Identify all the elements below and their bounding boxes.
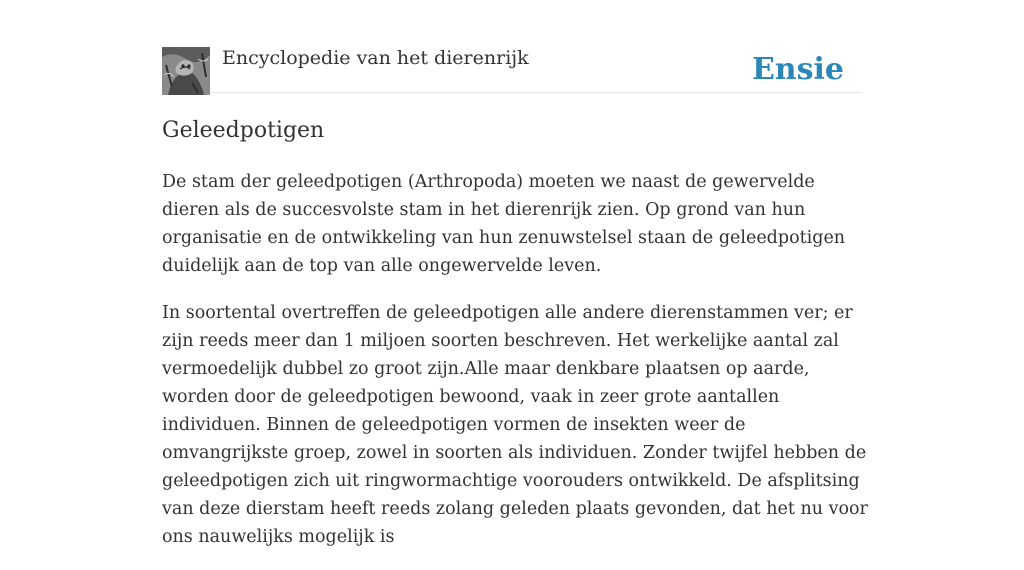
- source-title[interactable]: Encyclopedie van het dierenrijk: [222, 47, 529, 69]
- paragraph: De stam der geleedpotigen (Arthropoda) moeten we naast de gewervelde dieren als de succesvolste stam in het dierenrijk zien. Op grond van hun organisatie en de ontwikkeling van hun zenuwstelsel staan de geleedpotigen duidelijk aan de top van alle ongewervelde leven.: [162, 172, 846, 276]
- article-body: [162, 168, 868, 570]
- paragraph: In soortental overtreffen de geleedpotigen alle andere dierenstammen ver; er zijn reeds meer dan 1 miljoen soorten beschreven. Het werkelijke aantal zal vermoedelijk dubbel zo groot zijn.Alle maar denkbare plaatsen op aarde, worden door de geleedpotigen bewoond, vaak in zeer grote aantallen individuen. Binnen de geleedpotigen vormen de insekten weer de omvangrijkste groep, zowel in soorten als individuen. Zonder twijfel hebben de geleedpotigen zich uit ringwormachtige voorouders ontwikkeld. De afsplitsing van deze dierstam heeft reeds zolang geleden plaats gevonden, dat het nu voor ons nauwelijks mogelijk is: [162, 303, 868, 547]
- brand-logo[interactable]: Ensie: [751, 52, 844, 87]
- header: [162, 46, 862, 93]
- entry-title: Geleedpotigen: [162, 118, 325, 143]
- source-avatar[interactable]: [162, 47, 210, 95]
- engraving-portrait-icon: [162, 47, 210, 95]
